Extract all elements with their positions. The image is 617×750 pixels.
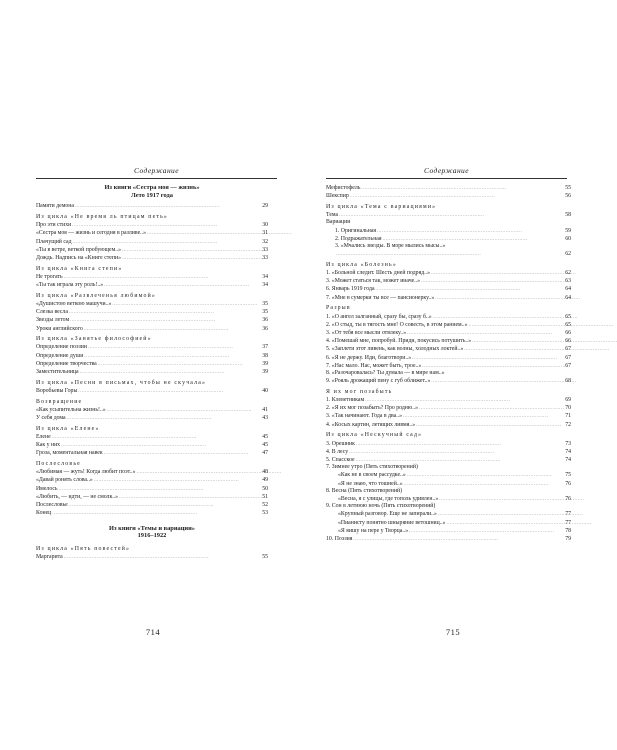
toc-entry-page: 73 bbox=[565, 440, 571, 447]
toc-entry bbox=[326, 370, 571, 377]
toc-entry-page: 38 bbox=[262, 352, 268, 359]
toc-entry bbox=[326, 354, 571, 362]
dot-leader bbox=[112, 300, 261, 308]
toc-entry-title: «Весна, я с улицы, где тополь удивлен..» bbox=[338, 496, 439, 503]
dot-leader bbox=[353, 535, 564, 543]
toc-entry-title: 7. Зимнее утро (Пять стихотворений) bbox=[326, 464, 418, 471]
toc-entry-title: 1. Оригинальная bbox=[335, 227, 377, 234]
dot-leader bbox=[136, 468, 261, 476]
toc-entry bbox=[36, 300, 268, 308]
toc-entry-title: «Душистою веткою машучи..» bbox=[36, 300, 112, 307]
toc-entry-page: 35 bbox=[262, 300, 268, 307]
toc-entry-page: 41 bbox=[262, 406, 268, 413]
toc-entry bbox=[326, 421, 571, 429]
toc-entry-page: 66 bbox=[565, 329, 571, 336]
dot-leader bbox=[407, 329, 564, 337]
toc-entry-page: 70 bbox=[565, 405, 571, 412]
toc-entry-title: 3. «Так начинают. Года в два..» bbox=[326, 413, 403, 420]
page-number: 714 bbox=[145, 627, 161, 637]
dot-leader bbox=[69, 501, 261, 509]
toc-entry bbox=[36, 501, 268, 509]
toc-entry-page: 79 bbox=[565, 536, 571, 543]
toc-entry-title: Вариации bbox=[326, 219, 351, 226]
dot-leader bbox=[147, 229, 261, 237]
toc-entry-title: 9. Сон в летнюю ночь (Пять стихотворений) bbox=[326, 503, 436, 510]
toc-entry bbox=[36, 387, 268, 395]
section-heading: Из цикла «Болезнь» bbox=[326, 261, 397, 268]
toc-entry-title: Звезды летом bbox=[36, 317, 70, 324]
dot-leader bbox=[469, 321, 565, 329]
toc-entry-title: 4. В лесу bbox=[326, 448, 349, 455]
toc-content bbox=[36, 184, 268, 562]
toc-entry bbox=[326, 396, 571, 404]
toc-entry-title: Маргарита bbox=[36, 554, 63, 561]
toc-entry-page: 63 bbox=[565, 278, 571, 285]
toc-entry bbox=[326, 227, 571, 235]
dot-leader bbox=[98, 360, 261, 368]
toc-entry bbox=[36, 316, 268, 324]
toc-entry bbox=[326, 503, 571, 510]
dot-leader bbox=[431, 269, 564, 277]
header-rule bbox=[326, 178, 567, 179]
toc-entry-title: 3. «Может статься так, может иначе..» bbox=[326, 278, 421, 285]
dot-leader bbox=[404, 480, 565, 488]
toc-entry-title: «Любимая — жуть! Когда любит поэт..» bbox=[36, 469, 136, 476]
toc-entry bbox=[36, 221, 268, 229]
toc-entry-page: 75 bbox=[565, 472, 571, 479]
toc-entry-title: 9. «Рояль дрожащий пену с губ оближет..» bbox=[326, 378, 431, 385]
toc-entry-title: Заместительница bbox=[36, 369, 79, 376]
toc-entry-page: 64 bbox=[565, 286, 571, 293]
section-heading: Из цикла «Книга степи» bbox=[36, 265, 123, 272]
toc-entry bbox=[326, 362, 571, 370]
toc-entry bbox=[326, 192, 571, 200]
toc-entry-page: 77 bbox=[565, 511, 571, 518]
toc-entry-page: 36 bbox=[262, 317, 268, 324]
toc-entry-title: 4. «Косых картин, летящих ливмя..» bbox=[326, 421, 416, 428]
toc-entry bbox=[326, 471, 571, 479]
toc-entry-page: 62 bbox=[565, 251, 571, 258]
toc-entry-title: 1. «О ангел залганный, сразу бы, сразу б..» bbox=[326, 313, 432, 320]
toc-entry bbox=[326, 211, 571, 219]
dot-leader bbox=[122, 246, 261, 254]
toc-entry-title: Мефистофель bbox=[326, 185, 361, 191]
dot-leader bbox=[119, 493, 261, 501]
toc-entry-title: Плачущий сад bbox=[36, 238, 72, 245]
toc-entry-page: 45 bbox=[262, 442, 268, 449]
toc-entry-page: 36 bbox=[262, 325, 268, 332]
toc-entry bbox=[326, 377, 571, 385]
dot-leader bbox=[383, 235, 565, 243]
running-header: Содержание bbox=[424, 166, 469, 175]
toc-entry-title: Как у них bbox=[36, 442, 61, 449]
toc-entry-page: 34 bbox=[262, 273, 268, 280]
dot-leader bbox=[84, 325, 261, 333]
toc-entry-page: 76 bbox=[565, 480, 571, 487]
toc-entry bbox=[36, 343, 268, 351]
toc-entry-title: 6. Январь 1919 года bbox=[326, 286, 375, 293]
toc-entry bbox=[326, 337, 571, 345]
toc-entry-title: «Я не знаю, что тошней..» bbox=[338, 480, 403, 487]
left-page bbox=[0, 0, 300, 750]
dot-leader bbox=[349, 448, 564, 456]
toc-entry-title: «Как не в своем рассудке..» bbox=[338, 472, 406, 479]
toc-entry-title: 8. «Разочаровалась? Ты думала — в мире нам..» bbox=[326, 369, 445, 376]
toc-entry bbox=[36, 441, 268, 449]
right-page bbox=[300, 0, 600, 750]
toc-entry-title: 7. «Мне в сумерки ты все — пансионерку..» bbox=[326, 294, 435, 301]
section-heading: Из цикла «Елене» bbox=[36, 425, 100, 432]
toc-content bbox=[326, 184, 571, 543]
toc-entry-page: 34 bbox=[262, 282, 268, 289]
toc-entry-title: 6. «Я не держу. Иди, благотвори..» bbox=[326, 354, 412, 361]
header-rule bbox=[36, 178, 277, 179]
toc-entry-title: Не трогать bbox=[36, 273, 63, 280]
toc-entry bbox=[36, 449, 268, 457]
toc-entry-title: Уроки английского bbox=[36, 325, 83, 332]
toc-entry-page: 72 bbox=[565, 421, 571, 428]
toc-entry bbox=[36, 414, 268, 422]
toc-entry-page: 67 bbox=[565, 362, 571, 369]
dot-leader bbox=[421, 277, 564, 285]
dot-leader bbox=[376, 285, 565, 293]
toc-entry bbox=[36, 433, 268, 441]
dot-leader bbox=[78, 387, 261, 395]
toc-entry-page: 76 bbox=[565, 496, 571, 503]
toc-entry-page: 31 bbox=[262, 230, 268, 237]
toc-entry bbox=[36, 325, 268, 333]
dot-leader bbox=[64, 273, 262, 281]
toc-entry-page: 32 bbox=[262, 238, 268, 245]
dot-leader bbox=[70, 316, 261, 324]
toc-entry-title: Послесловье bbox=[36, 502, 68, 509]
dot-leader bbox=[431, 377, 564, 385]
toc-entry-title: Слезка весла bbox=[36, 309, 68, 316]
toc-entry bbox=[326, 250, 571, 258]
toc-entry bbox=[326, 456, 571, 464]
toc-entry bbox=[36, 246, 268, 254]
page-number: 715 bbox=[445, 627, 461, 637]
dot-leader bbox=[69, 308, 261, 316]
dot-leader bbox=[336, 250, 564, 258]
dot-leader bbox=[104, 281, 261, 289]
toc-entry bbox=[36, 485, 268, 493]
toc-entry bbox=[326, 277, 571, 285]
toc-entry-title: Определение поэзии bbox=[36, 344, 87, 351]
dot-leader bbox=[409, 527, 564, 535]
dot-leader bbox=[472, 337, 564, 345]
dot-leader bbox=[419, 404, 564, 412]
section-heading: Из цикла «Развлеченья любимой» bbox=[36, 292, 157, 299]
toc-entry-page: 67 bbox=[565, 346, 571, 353]
section-heading: Из цикла «Не время ль птицам петь» bbox=[36, 213, 169, 220]
toc-entry-title: 1. Клеветникам bbox=[326, 397, 365, 404]
toc-entry-title: 2. «О стыд, ты в тягость мне! О совесть, в этом раннем..» bbox=[326, 321, 468, 328]
dot-leader bbox=[104, 449, 262, 457]
toc-entry-page: 64 bbox=[565, 294, 571, 301]
toc-entry-page: 33 bbox=[262, 254, 268, 261]
dot-leader bbox=[361, 184, 564, 192]
book-title: Из книги «Сестра моя — жизнь» bbox=[104, 184, 200, 191]
toc-entry-title: 2. «Я их мог позабыть? Про родню..» bbox=[326, 405, 419, 412]
toc-entry-title: Определение творчества bbox=[36, 360, 97, 367]
toc-entry-title: «Сестра моя — жизнь и сегодня в разливе..» bbox=[36, 230, 146, 237]
toc-entry-page: 77 bbox=[565, 519, 571, 526]
dot-leader bbox=[365, 396, 564, 404]
toc-entry-title: У себя дома bbox=[36, 415, 66, 422]
toc-entry bbox=[326, 527, 571, 535]
toc-entry bbox=[326, 321, 571, 329]
toc-entry-page: 74 bbox=[565, 457, 571, 463]
toc-entry-title: 3. «Мчались звезды. В море мылись мысы..» bbox=[335, 242, 446, 249]
toc-entry bbox=[326, 219, 571, 226]
toc-entry-title: Определение души bbox=[36, 352, 84, 359]
toc-entry bbox=[326, 495, 571, 503]
toc-entry bbox=[326, 345, 571, 353]
toc-entry bbox=[36, 476, 268, 484]
toc-entry bbox=[326, 464, 571, 471]
toc-entry-title: 7. «Нас мало. Нас, может быть, трое..» bbox=[326, 362, 422, 369]
dot-leader bbox=[439, 495, 564, 503]
toc-entry bbox=[36, 273, 268, 281]
dot-leader bbox=[88, 343, 261, 351]
toc-entry bbox=[36, 406, 268, 414]
dot-leader bbox=[75, 202, 261, 210]
toc-entry-title: «Как усыпительна жизнь!..» bbox=[36, 406, 106, 413]
toc-entry-page: 60 bbox=[565, 235, 571, 242]
dot-leader bbox=[412, 354, 564, 362]
toc-entry-page: 78 bbox=[565, 527, 571, 534]
book-title: Из книги «Темы и вариации» bbox=[109, 524, 195, 532]
toc-entry bbox=[326, 294, 571, 302]
toc-entry-page: 45 bbox=[262, 433, 268, 440]
dot-leader bbox=[122, 254, 261, 262]
toc-entry bbox=[36, 202, 268, 210]
section-heading: Разрыв bbox=[326, 305, 351, 312]
toc-entry bbox=[326, 404, 571, 412]
toc-entry-title: Тема bbox=[326, 212, 339, 219]
toc-entry-page: 69 bbox=[565, 397, 571, 404]
toc-entry-page: 58 bbox=[565, 212, 571, 219]
toc-entry bbox=[36, 368, 268, 376]
toc-entry-title: 4. «Помешай мне, попробуй. Приди, покусись потушить..» bbox=[326, 338, 472, 345]
toc-entry-page: 65 bbox=[565, 313, 571, 320]
toc-entry bbox=[36, 254, 268, 262]
toc-entry-page: 71 bbox=[565, 413, 571, 420]
toc-entry-title: Дождь. Надпись на «Книге степи» bbox=[36, 254, 121, 261]
toc-entry-title: Памяти демона bbox=[36, 203, 74, 210]
section-heading: Я их мог позабыть bbox=[326, 388, 393, 395]
dot-leader bbox=[356, 440, 564, 448]
dot-leader bbox=[107, 406, 261, 414]
dot-leader bbox=[80, 368, 262, 376]
dot-leader bbox=[356, 456, 565, 464]
dot-leader bbox=[59, 485, 262, 493]
toc-entry-page: 68 bbox=[565, 378, 571, 385]
dot-leader bbox=[403, 412, 564, 420]
toc-entry-page: 56 bbox=[565, 193, 571, 200]
toc-entry-page: 48 bbox=[262, 469, 268, 476]
running-header: Содержание bbox=[134, 166, 179, 175]
dot-leader bbox=[447, 519, 565, 527]
book-subtitle: 1916–1922 bbox=[137, 532, 167, 540]
toc-entry-title: «Ты так играла эту роль!..» bbox=[36, 282, 104, 289]
toc-entry-title: «Давай ронять слова..» bbox=[36, 477, 93, 484]
toc-entry-title: «Крупный разговор. Еще не запирали..» bbox=[338, 511, 437, 518]
toc-entry-title: Имелось bbox=[36, 485, 58, 492]
toc-entry bbox=[36, 468, 268, 476]
toc-entry-page: 53 bbox=[262, 510, 268, 517]
dot-leader bbox=[407, 471, 564, 479]
toc-entry bbox=[36, 352, 268, 360]
toc-entry-title: 2. Подражательная bbox=[335, 235, 382, 242]
dot-leader bbox=[94, 476, 261, 484]
toc-entry bbox=[36, 360, 268, 368]
toc-entry-page: 39 bbox=[262, 369, 268, 376]
toc-entry-title: Про эти стихи bbox=[36, 222, 72, 229]
toc-entry-title: 3. Орешник bbox=[326, 440, 355, 447]
toc-entry bbox=[36, 553, 268, 561]
toc-entry-page: 40 bbox=[262, 387, 268, 394]
toc-entry-page: 39 bbox=[262, 360, 268, 367]
toc-entry-title: «Ты в ветре, веткой пробующем..» bbox=[36, 246, 122, 253]
dot-leader bbox=[377, 227, 564, 235]
toc-entry-page: 49 bbox=[262, 477, 268, 484]
toc-entry-page: 67 bbox=[565, 354, 571, 361]
section-heading: Из цикла «Пять повестей» bbox=[36, 546, 131, 553]
dot-leader bbox=[464, 345, 564, 353]
toc-entry-title: 3. «От тебя все мысли отвлеку..» bbox=[326, 329, 407, 336]
toc-entry bbox=[326, 243, 571, 250]
dot-leader bbox=[438, 510, 564, 518]
toc-entry-title: 5. «Заплети этот ливень, как волны, холодных локтей..» bbox=[326, 346, 464, 353]
dot-leader bbox=[67, 414, 262, 422]
toc-entry bbox=[36, 308, 268, 316]
toc-entry-title: 1. «Больной следит. Шесть дней подряд..» bbox=[326, 270, 430, 277]
toc-entry bbox=[326, 412, 571, 420]
dot-leader bbox=[350, 192, 564, 200]
toc-entry-page: 30 bbox=[262, 222, 268, 229]
toc-entry-page: 62 bbox=[565, 270, 571, 277]
dot-leader bbox=[52, 433, 262, 441]
toc-entry-title: 8. Весна (Пять стихотворений) bbox=[326, 487, 403, 494]
dot-leader bbox=[72, 221, 261, 229]
section-heading: Из цикла «Занятье философией» bbox=[36, 336, 152, 343]
toc-entry-title: Воробьевы Горы bbox=[36, 387, 78, 394]
toc-entry bbox=[326, 448, 571, 456]
dot-leader bbox=[435, 294, 564, 302]
toc-entry-page: 35 bbox=[262, 309, 268, 316]
toc-entry-page: 74 bbox=[565, 448, 571, 455]
toc-entry bbox=[326, 329, 571, 337]
toc-entry-page: 55 bbox=[565, 185, 571, 191]
section-heading: Возвращение bbox=[36, 398, 83, 405]
dot-leader bbox=[416, 421, 564, 429]
toc-entry-title: Гроза, моментальная навек bbox=[36, 450, 103, 457]
toc-entry bbox=[326, 235, 571, 243]
toc-entry-page: 50 bbox=[262, 485, 268, 492]
book-subtitle: Лето 1917 года bbox=[131, 191, 173, 199]
dot-leader bbox=[433, 313, 565, 321]
spacer bbox=[36, 540, 268, 543]
toc-entry-page: 51 bbox=[262, 493, 268, 500]
dot-leader bbox=[52, 509, 261, 517]
toc-entry-page: 59 bbox=[565, 227, 571, 234]
toc-entry bbox=[326, 488, 571, 495]
toc-entry bbox=[326, 519, 571, 527]
section-heading: Из цикла «Нескучный сад» bbox=[326, 432, 423, 439]
section-heading: Из цикла «Песни в письмах, чтобы не скучала» bbox=[36, 379, 207, 386]
toc-entry bbox=[326, 285, 571, 293]
toc-entry-page: 52 bbox=[262, 502, 268, 509]
toc-entry bbox=[36, 509, 268, 517]
toc-entry bbox=[326, 184, 571, 192]
section-heading: Послесловье bbox=[36, 461, 81, 468]
toc-entry-page: 55 bbox=[262, 554, 268, 561]
toc-entry-title: Елене bbox=[36, 433, 51, 440]
toc-entry-page: 65 bbox=[565, 321, 571, 328]
toc-entry bbox=[326, 480, 571, 488]
dot-leader bbox=[339, 211, 564, 219]
toc-entry-page: 47 bbox=[262, 450, 268, 457]
section-heading: Из цикла «Тема с вариациями» bbox=[326, 203, 437, 210]
toc-entry-title: «Любить, — идти, — не смолк..» bbox=[36, 493, 119, 500]
toc-entry bbox=[326, 535, 571, 543]
toc-entry-title: «Я вишу на пере у Творца..» bbox=[338, 527, 409, 534]
toc-entry bbox=[36, 281, 268, 289]
toc-entry-title: 5. Спасское bbox=[326, 457, 355, 463]
dot-leader bbox=[73, 238, 262, 246]
toc-entry-title: 10. Поэзия bbox=[326, 536, 353, 543]
dot-leader bbox=[84, 352, 261, 360]
toc-entry bbox=[326, 440, 571, 448]
dot-leader bbox=[422, 362, 564, 370]
toc-entry bbox=[326, 510, 571, 518]
toc-entry-page: 29 bbox=[262, 203, 268, 210]
toc-entry bbox=[36, 229, 268, 237]
toc-entry-page: 37 bbox=[262, 344, 268, 351]
toc-entry bbox=[36, 238, 268, 246]
toc-entry-title: Шекспир bbox=[326, 193, 349, 200]
toc-entry-title: «Пианисту понятно шныряние ветошниц..» bbox=[338, 519, 446, 526]
toc-entry-page: 43 bbox=[262, 415, 268, 422]
toc-entry bbox=[326, 269, 571, 277]
toc-entry-page: 33 bbox=[262, 246, 268, 253]
toc-entry bbox=[36, 493, 268, 501]
dot-leader bbox=[61, 441, 261, 449]
toc-entry bbox=[326, 313, 571, 321]
toc-entry-page: 66 bbox=[565, 338, 571, 345]
toc-entry-title: Конец bbox=[36, 510, 52, 517]
dot-leader bbox=[64, 553, 261, 561]
